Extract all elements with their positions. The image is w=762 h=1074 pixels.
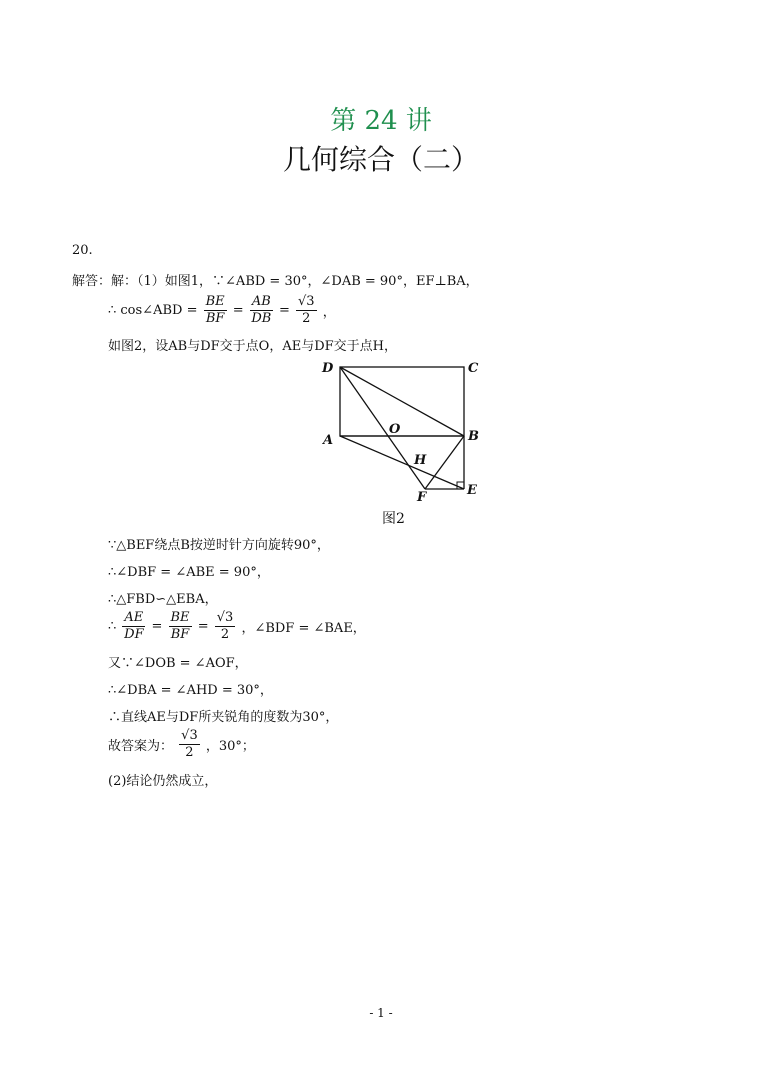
fraction-denominator: 2 bbox=[302, 311, 311, 326]
point-label-e: E bbox=[467, 483, 477, 498]
step-conclusion: ∴直线AE与DF所夹锐角的度数为30°， bbox=[108, 710, 339, 725]
fraction-denominator: BF bbox=[205, 311, 225, 326]
fraction-denominator: 2 bbox=[220, 627, 230, 642]
part-two: (2)结论仍然成立， bbox=[108, 774, 218, 789]
fraction-numerator: BE bbox=[170, 610, 190, 625]
cos-prefix: ∴ cos∠ABD = bbox=[108, 303, 198, 318]
point-label-f: F bbox=[417, 490, 427, 505]
fraction-denominator: DB bbox=[251, 311, 272, 326]
fraction-be-bf bbox=[204, 294, 227, 327]
segment-df bbox=[340, 367, 425, 489]
equals-sign: = bbox=[197, 619, 209, 634]
step-similar-triangles: ∴△FBD∽△EBA， bbox=[108, 592, 218, 607]
fraction-numerator: AE bbox=[124, 610, 144, 625]
fraction-numerator: √3 bbox=[297, 294, 315, 309]
fraction-numerator: √3 bbox=[181, 728, 198, 743]
ratio-equation bbox=[108, 610, 366, 648]
point-label-b: B bbox=[468, 429, 479, 444]
answer-suffix: ，30°； bbox=[205, 739, 255, 754]
fraction-denominator: BF bbox=[170, 627, 190, 642]
fraction-numerator: AB bbox=[251, 294, 271, 309]
fraction-numerator: BE bbox=[205, 294, 225, 309]
point-label-h: H bbox=[414, 453, 427, 468]
step-angle-ahd: ∴∠DBA = ∠AHD = 30°， bbox=[108, 683, 273, 698]
page-number: - 1 - bbox=[369, 1006, 393, 1020]
figure2-intro: 如图2，设AB与DF交于点O，AE与DF交于点H， bbox=[108, 339, 397, 354]
fraction-be-bf bbox=[169, 610, 192, 643]
step-angle-dbf: ∴∠DBF = ∠ABE = 90°， bbox=[108, 565, 270, 580]
fraction-sqrt3-2 bbox=[215, 610, 236, 643]
cos-equation bbox=[108, 294, 336, 332]
segment-db bbox=[340, 367, 464, 436]
fraction-numerator: √3 bbox=[216, 610, 234, 625]
therefore-sign: ∴ bbox=[108, 619, 117, 634]
cos-suffix: ， bbox=[322, 305, 336, 320]
equals-sign: = bbox=[278, 303, 290, 318]
ratio-suffix: ，∠BDF = ∠BAE， bbox=[241, 621, 366, 636]
point-label-d: D bbox=[322, 361, 334, 376]
point-label-c: C bbox=[468, 361, 479, 376]
figure-caption: 图2 bbox=[382, 511, 405, 527]
step-rotation: ∵△BEF绕点B按逆时针方向旋转90°， bbox=[108, 538, 330, 553]
solution-intro: 解答：解：（1）如图1，∵∠ABD = 30°，∠DAB = 90°，EF⊥BA， bbox=[72, 274, 479, 289]
fraction-ab-db bbox=[250, 294, 273, 327]
point-label-a: A bbox=[323, 433, 334, 448]
equals-sign: = bbox=[232, 303, 244, 318]
equals-sign: = bbox=[151, 619, 163, 634]
answer-line bbox=[108, 728, 255, 766]
fraction-denominator: DF bbox=[124, 627, 144, 642]
lecture-number: 第 24 讲 bbox=[330, 106, 432, 136]
fraction-sqrt3-2 bbox=[179, 728, 200, 761]
fraction-ae-df bbox=[122, 610, 145, 643]
fraction-sqrt3-2 bbox=[296, 294, 317, 327]
figure-2 bbox=[318, 356, 488, 531]
step-vertical-angles: 又∵∠DOB = ∠AOF， bbox=[108, 656, 248, 671]
problem-number: 20. bbox=[72, 243, 93, 258]
answer-prefix: 故答案为： bbox=[108, 739, 174, 754]
lecture-topic: 几何综合（二） bbox=[282, 143, 479, 176]
fraction-denominator: 2 bbox=[185, 745, 194, 760]
segment-ae bbox=[340, 436, 464, 489]
point-label-o: O bbox=[389, 422, 401, 437]
